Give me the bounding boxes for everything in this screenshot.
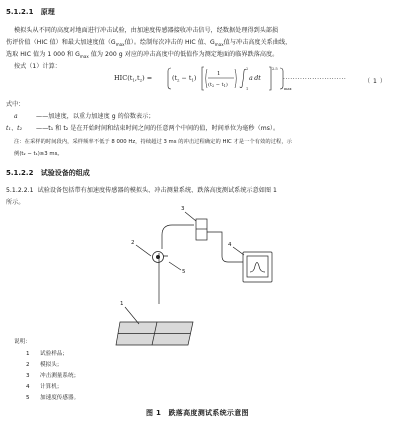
computer-screen (247, 256, 268, 277)
formula-intro: 按式（1）计算： (14, 63, 61, 70)
section-heading-principle (6, 7, 55, 17)
svg-text:(t2 − t1): $(t_2 - t_1)$ (208, 82, 228, 89)
equipment-line-1: 5.1.2.2.1 试验设备包括带有加速度传感器的模拟头、冲击测量系统、跌落高度测试系统示意如图 1 (6, 187, 277, 194)
svg-text:HIC(t1,t2) =: $HIC(t_1,t_2)$ = (114, 74, 153, 83)
principle-line-1: 模拟头从不同的高度对地面进行冲击试验，由加速度传感器接收冲击信号，经数据处理得到头部损 (14, 27, 279, 34)
callout-5: 5 (182, 269, 186, 275)
section-number: 5.1.2.2 (6, 169, 34, 177)
section-title: 原理 (40, 8, 55, 16)
leader-5 (169, 262, 181, 270)
callout-1: 1 (120, 301, 124, 307)
formula-integrand: a (249, 75, 253, 82)
principle-line-3: 选取 HIC 值为 1 000 和 $G_{max}$ 值为 200 g 对应的冲击高度中的低值作为测定地面的临界跌落高度。 (6, 51, 279, 60)
var-row-a: a ——加速度，以重力加速度 g 的倍数表示； (14, 113, 155, 120)
legend-item: 3 冲击测量系统； (26, 373, 80, 379)
principle-line-2: 伤评价值（HIC 值）和最大加速度值（$G_{max}$值）。绘制每次冲击的 HIC 值、$G_{max}$值与冲击高度关系曲线， (6, 39, 292, 48)
note-line-2: 例(t₂ − t₁)≥3 ms。 (14, 151, 63, 157)
legend-item: 1 试验样品； (26, 351, 68, 357)
leader-2 (136, 245, 151, 256)
fraction-denominator: (t (208, 82, 212, 88)
formula-max: max (284, 87, 292, 91)
note-line-1: 注：在采样的时间段内，采样频率不低于 8 000 Hz，持续超过 3 ms 的冲击过程确定的 HIC 才是一个有效的过程，示 (14, 139, 292, 145)
svg-text:1: 1 (246, 87, 249, 91)
section-title: 试验设备的组成 (40, 169, 90, 177)
legend-item: 5 加速度传感器。 (26, 395, 80, 401)
legend-item: 2 模拟头； (26, 362, 63, 368)
callout-3: 3 (181, 206, 185, 212)
formula-dt-term: (t (172, 75, 177, 82)
computer-cable (207, 232, 243, 262)
var-row-t: t₁、t₂ ——t₁ 和 t₂ 是在开始时间和结束时间之间的任意两个中间的值，时间单位为毫秒（ms）。 (6, 125, 280, 132)
formula-exponent: 2.5 (272, 67, 278, 71)
svg-text:(t2 − t1): $(t_2 - t_1)$ (172, 75, 197, 83)
equation-dots: ·························· (283, 76, 347, 83)
section-heading-equipment (6, 168, 90, 178)
equipment-line-2: 所示。 (6, 199, 25, 206)
leader-3 (185, 212, 196, 221)
sensor-cable (162, 225, 194, 249)
section-number: 5.1.2.1 (6, 8, 34, 16)
legend-item: 4 计算机； (26, 384, 63, 390)
leader-4 (233, 247, 244, 255)
impact-measurement-box (196, 219, 207, 240)
test-sample-slab (116, 322, 193, 345)
svg-text:adt: a dt (249, 75, 261, 82)
legend-title: 说明： (14, 339, 31, 345)
equation-number: （ 1 ） (364, 78, 387, 85)
where-label: 式中： (6, 101, 25, 108)
formula-lhs: HIC(t (114, 74, 133, 82)
callout-2: 2 (131, 240, 135, 246)
leader-1 (125, 307, 139, 324)
svg-text:2: 2 (246, 67, 249, 71)
computer-body (243, 252, 272, 282)
legend-list (26, 349, 79, 404)
fraction-numerator: 1 (217, 71, 221, 77)
callout-4: 4 (228, 242, 232, 248)
headform-icon (153, 252, 169, 263)
figure-caption: 图 1 跌落高度测试系统示意图 (146, 409, 249, 417)
signal-curve-icon (250, 263, 265, 273)
